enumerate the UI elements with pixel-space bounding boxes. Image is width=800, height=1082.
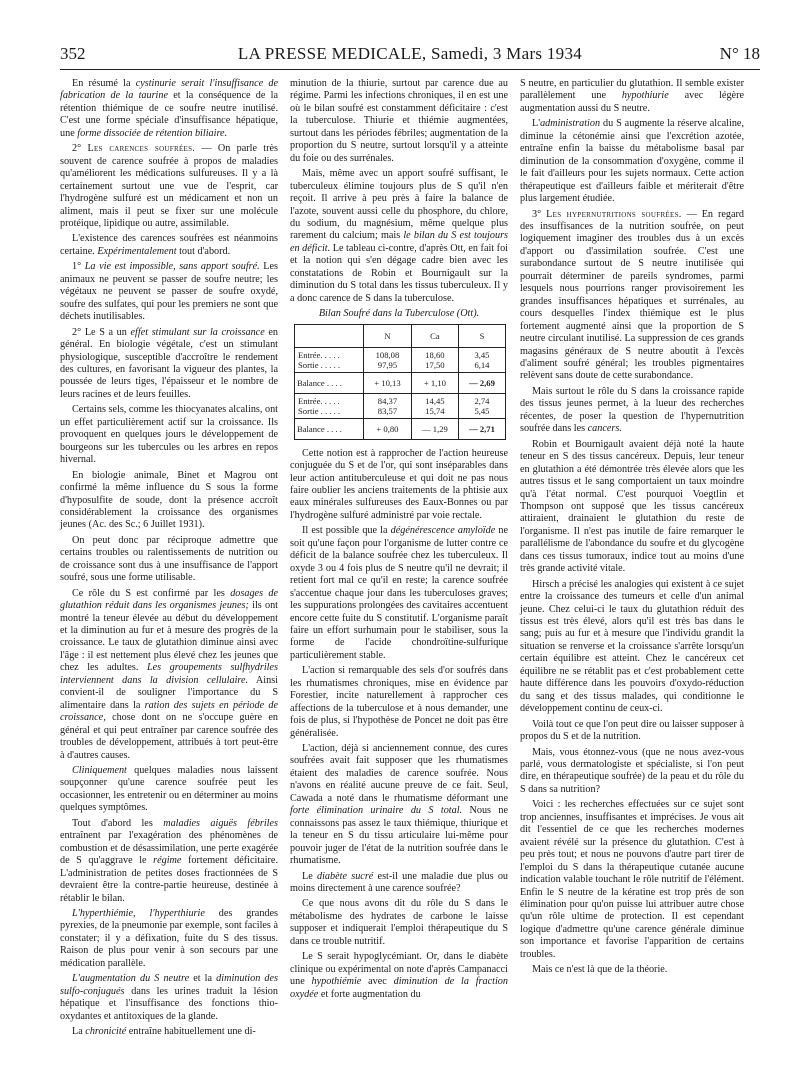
paragraph: Le S serait hypoglycémiant. Or, dans le diabète clinique ou expérimental on note d'après Campanacci une hypothiémie avec diminution de la fraction oxydée et forte augmentation du — [290, 951, 508, 1000]
paragraph: Il est possible que la dégénérescence amyloïde ne soit qu'une façon pour l'organisme de lutter contre ce déficit de la balance soufrée chez les tuberculeux. Il oxyde 3 ou 4 fois plus de S neutre qu'il ne devrait; il retient fort mal ce qu'il en reste; la carence soufrée s'accentue chaque jour dans les tuberculoses graves; les suppurations prolongées des cavitaires accentuent encore cette fuite du S constitutif. L'organisme paraît faire un effort surhumain pour le stabiliser, sous la forme de l'acide chondroïtine-sulfurique particulièrement stable. — [290, 525, 508, 661]
paragraph: minution de la thiurie, surtout par carence due au régime. Parmi les infections chroniques, il en est une où le bilan soufré est constamment déficitaire : c'est la tuberculose. Thiurie et thiémie augmentées, surtout dans les périodes fébriles; augmentation de la proportion du S neutre, surtout lorsqu'il y a atteinte du foie ou des surrénales. — [290, 78, 508, 164]
paragraph: Le diabète sucré est-il une maladie due plus ou moins directement à une carence soufrée? — [290, 870, 509, 895]
paragraph: Certains sels, comme les thiocyanates alcalins, ont un effet particulièrement actif sur la croissance. Ils provoquent en quelques jours le développement de bourgeons sur les tubercules ou les arbres en repos hivernal. — [60, 404, 278, 466]
paragraph: Mais, vous étonnez-vous (que ne nous avez-vous parlé, vous dermatologiste et spécialiste, si l'on peut dire, en thérapeutique soufrée) de la peau et du rôle du S dans sa nutrition? — [520, 746, 744, 795]
column-header: Ca — [411, 324, 458, 347]
paragraph: Ce que nous avons dit du rôle du S dans le métabolisme des hydrates de carbone le laisse supposer et indiquerait l'emploi thérapeutique du S dans ce trouble nutritif. — [290, 898, 508, 947]
sulfur-balance-table — [294, 324, 506, 440]
paragraph: Mais ce n'est là que de la théorie. — [532, 964, 668, 976]
paragraph: L'augmentation du S neutre et la diminution des sulfo-conjugués dans les urines traduit la lésion hépatique et l'insuffisance des fonctions thio-oxydantes et antitoxiques de la glande. — [60, 973, 278, 1022]
paragraph: Mais, même avec un apport soufré suffisant, le tuberculeux élimine toujours plus de S qu'il n'en reçoit. Il arrive à peu près à faire la balance de l'azote, souvent aussi celle du phosphore, du chlore, du sodium, du magnésium, même quelque plus rarement du calcium; mais le bilan du S est toujours en déficit. Le tableau ci-contre, d'après Ott, en fait foi et la notion qui s'en dégage cadre bien avec les constatations de Robin et Bournigault sur la diminution du S total dans les tissus tuberculeux. Il y a donc carence de S dans la tuberculose. — [290, 168, 509, 304]
paragraph: On peut donc par réciproque admettre que certains troubles ou ralentissements de nutrition ou de croissance sont dus à une insuffisance de l'apport soufré, sous une forme utilisable. — [60, 534, 278, 584]
paragraph: Tout d'abord les maladies aiguës fébriles entraînent par l'exagération des phénomènes de combustion et de désassimilation, une perte exagérée de S qu'aggrave le régime fortement déficitaire. L'administration de petites doses fractionnées de S devraient être la contre-partie heureuse, destinée à rétablir le bilan. — [60, 817, 278, 904]
paragraph: L'existence des carences soufrées est néanmoins certaine. Expérimentalement tout d'abord. — [60, 233, 278, 257]
table-caption: Bilan Soufré dans la Tuberculose (Ott). — [318, 308, 480, 320]
section-heading-hypernutritions: 3° Les hypernutritions soufrées. — En regard des insuffisances de la nutrition soufrée, on peut logiquement imaginer des troubles dus à un excès d'apport ou d'assimilation soufrée. C'est une surabondance surtout de S neutre inutilisée qui pourrait déterminer de pareils syndromes, parmi lesquels nous pourrions ranger provisoirement les grandes insuffisances hépatiques et surrénales, au cours desquelles l'index thiémique est le plus fortement augmenté ainsi que la proportion de S neutre circulant inutilisé. La suppression de ces grands magasins généraux de S neutre aboutit à l'excès d'aliment soufré général; les troubles pigmentaires relèvent sans doute de cette surabondance. — [520, 208, 744, 382]
column-3 — [520, 78, 744, 980]
paragraph: Hirsch a précisé les analogies qui existent à ce sujet entre la croissance des tumeurs et celle d'un animal jeune. Chez celui-ci le taux du glutathion réduit des tissus est très élevé, alors qu'il est très bas dans le sang; puis au fur et à mesure que l'individu grandit la situation se renverse et la croissance s'arrête lorsqu'un certain équilibre est atteint. Chez le cancéreux cet équilibre ne se rétablit pas et c'est probablement cette haute différence dans les pouvoirs d'oxydo-réduction du sang et des tissus malades, qui conditionne le développement continu de ceux-ci. — [520, 578, 744, 715]
paragraph: En biologie animale, Binet et Magrou ont confirmé la même influence du S sous la forme d'hyposulfite de soude, dont la présence accroît considérablement la croissance des organismes jeunes (Ac. des Sc.; 6 Juillet 1931). — [60, 469, 278, 531]
paragraph: L'administration du S augmente la réserve alcaline, diminue la cétonémie ainsi que l'excrétion azotée, entraîne enfin la baisse du métabolisme basal par diminution de la consommation d'oxygène, comme il le fait d'ailleurs pour les sujets normaux. Cette action thérapeutique est d'ailleurs faible et mériterait d'être plus largement étudiée. — [520, 118, 744, 205]
paragraph: L'action, déjà si anciennement connue, des cures soufrées avait fait supposer que les rhumatismes étaient des maladies de carence soufrée. Nous n'avons en réalité aucune preuve de ce fait. Seul, Cawada a noté dans le rhumatisme déformant une forte élimination urinaire du S total. Nous ne connaissons pas assez le taux thiémique, thiurique et la teneur en S du tissu articulaire lui-même pour pouvoir juger de l'état de la nutrition soufrée dans le rhumatisme. — [290, 743, 509, 867]
paragraph: Voilà tout ce que l'on peut dire ou laisser supposer à propos du S et de la nutrition. — [520, 718, 744, 743]
table-header-row — [295, 324, 506, 347]
table-balance-row: Balance . . . . + 0,80 — 1,29 — 2,71 — [295, 418, 506, 439]
table-balance-row: Balance . . . . + 10,13 + 1,10 — 2,69 — [295, 372, 506, 393]
paragraph: 2° Le S a un effet stimulant sur la croissance en général. En biologie végétale, c'est un stimulant physiologique, susceptible d'accroître le rendement des cultures, en favorisant la vigueur des plantes, la poussée de leurs tiges, l'épaisseur et le nombre de leurs racines et de leurs feuilles. — [60, 326, 278, 400]
column-header: S — [458, 324, 505, 347]
paragraph: S neutre, en particulier du glutathion. Il semble exister parallèlement une hypothiurie avec légère augmentation aussi du S neutre. — [520, 78, 744, 114]
page-number: 352 — [60, 44, 86, 63]
paragraph: Voici : les recherches effectuées sur ce sujet sont trop anciennes, insuffisantes et imprécises. Je vous ait dit l'essentiel de ce que les recherches modernes avaient révélé sur la présence du glutathion. C'est à peu près tout; et nous ne pouvons d'autre part tirer de l'emploi du S dans la thérapeutique cutanée aucune indication valable touchant le rôle nutritif de l'élément. Enfin le S neutre de la kératine est trop près de son élimination pour qu'on puisse lui attribuer autre chose qu'un rôle ultime de protection. Il est cependant logique d'admettre qu'une carence générale diminue son importance et favorise l'apparition de certains troubles. — [520, 799, 744, 960]
paragraph: Mais surtout le rôle du S dans la croissance rapide des tissus jeunes permet, à la lueur des recherches récentes, de poser la question de l'hypernutrition soufrée dans les cancers. — [520, 385, 744, 435]
column-1 — [60, 78, 278, 1042]
paragraph: L'hyperthiémie, l'hyperthiurie des grandes pyrexies, de la pneumonie par exemple, sont faciles à constater; il y a défixation, fuite du S des tissus. Raison de plus pour venir à son secours par une médication parallèle. — [60, 908, 278, 969]
column-header: N — [364, 324, 412, 347]
paragraph: En résumé la cystinurie serait l'insuffisance de fabrication de la taurine et la conséquence de la rétention thiémique de ce soufre neutre inutilisé. C'est une forme spéciale d'insuffisance hépatique, une forme dissociée de rétention biliaire. — [60, 78, 278, 139]
issue-number: N° 18 — [719, 44, 760, 63]
section-heading-carences: 2° Les carences soufrées. — On parle très souvent de carence soufrée à propos de maladies qu'améliorent les médications sulfureuses. Il y a là certainement surtout une vue de l'esprit, car l'hydrogène sulfuré est un médicament et non un aliment, mais il peut se fixer sur une molécule protéique, lipidique ou autre, assimilable. — [60, 143, 278, 229]
paragraph: 1° La vie est impossible, sans apport soufré. Les animaux ne peuvent se passer de soufre neutre; les végétaux ne peuvent se passer de soufre oxydé, soufre des sulfates, qui pour les premiers ne sont que déchets inutilisables. — [60, 261, 278, 323]
paragraph: Ce rôle du S est confirmé par les dosages de glutathion réduit dans les organismes jeunes; ils ont montré la teneur élevée au début du développement et la diminution au fur et à mesure des progrès de la croissance. Le taux de glutathion diminue ainsi avec l'âge : il est nettement plus élevé chez les jeunes que chez les adultes. Les groupements sulfhydriles interviennent dans la division cellulaire. Ainsi convient-il de souligner l'importance du S alimentaire dans la ration des sujets en période de croissance, chose dont on ne s'occupe guère en général et qui peut entraîner par carence soufrée des troubles de développement, attribués à tort peut-être à d'autres causes. — [60, 587, 278, 761]
paragraph: L'action si remarquable des sels d'or soufrés dans les rhumatismes chroniques, mise en évidence par Forestier, incite naturellement à rapprocher ces affections de la tuberculose et à nous demander, une fois de plus, si l'hypothèse de Poncet ne doit pas être généralisée. — [290, 665, 508, 739]
table-row: Entrée. . . . . Sortie . . . . . 84,37 83,57 14,45 15,74 2,74 5,45 — [295, 393, 506, 418]
header-rule — [60, 69, 760, 70]
paragraph: Robin et Bournigault avaient déjà noté la haute teneur en S des tissus cancéreux. Depuis, leur teneur en glutathion a été démontrée très élevée alors que les autres tissus et le sang comportaient un taux moindre qu'à l'état normal. C'est pourquoi Voegtlin et Thompson ont supposé que les tissus cancéreux attiraient, drainaient le glutathion du reste de l'organisme. Il n'est pas inutile de faire remarquer le parallélisme de l'abondance du soufre et du glycogène dans ces tissus tumoraux, indice tout au moins d'une très grande activité vitale. — [520, 438, 744, 575]
table-corner — [295, 324, 364, 347]
column-2 — [290, 78, 508, 1004]
table-row: Entrée. . . . . Sortie . . . . . 108,08 97,95 18,60 17,50 3,45 6,14 — [295, 347, 506, 372]
paragraph: La chronicité entraîne habituellement une di- — [72, 1026, 256, 1038]
page-header — [60, 44, 760, 68]
paragraph: Cliniquement quelques maladies nous laissent soupçonner qu'une carence soufrée peut les occasionner, les entretenir ou en déterminer au moins quelques symptômes. — [60, 765, 278, 814]
paragraph: Cette notion est à rapprocher de l'action heureuse conjuguée du S et de l'or, qui sont inséparables dans leur action antituberculeuse et qui doit ne pas nous faire oublier les anciens traitements de la phtisie aux eaux minérales sulfureuses des Eaux-Bonnes ou par l'hydrogène sulfuré administré par voie rectale. — [290, 447, 508, 521]
journal-title: LA PRESSE MEDICALE, Samedi, 3 Mars 1934 — [237, 44, 583, 63]
